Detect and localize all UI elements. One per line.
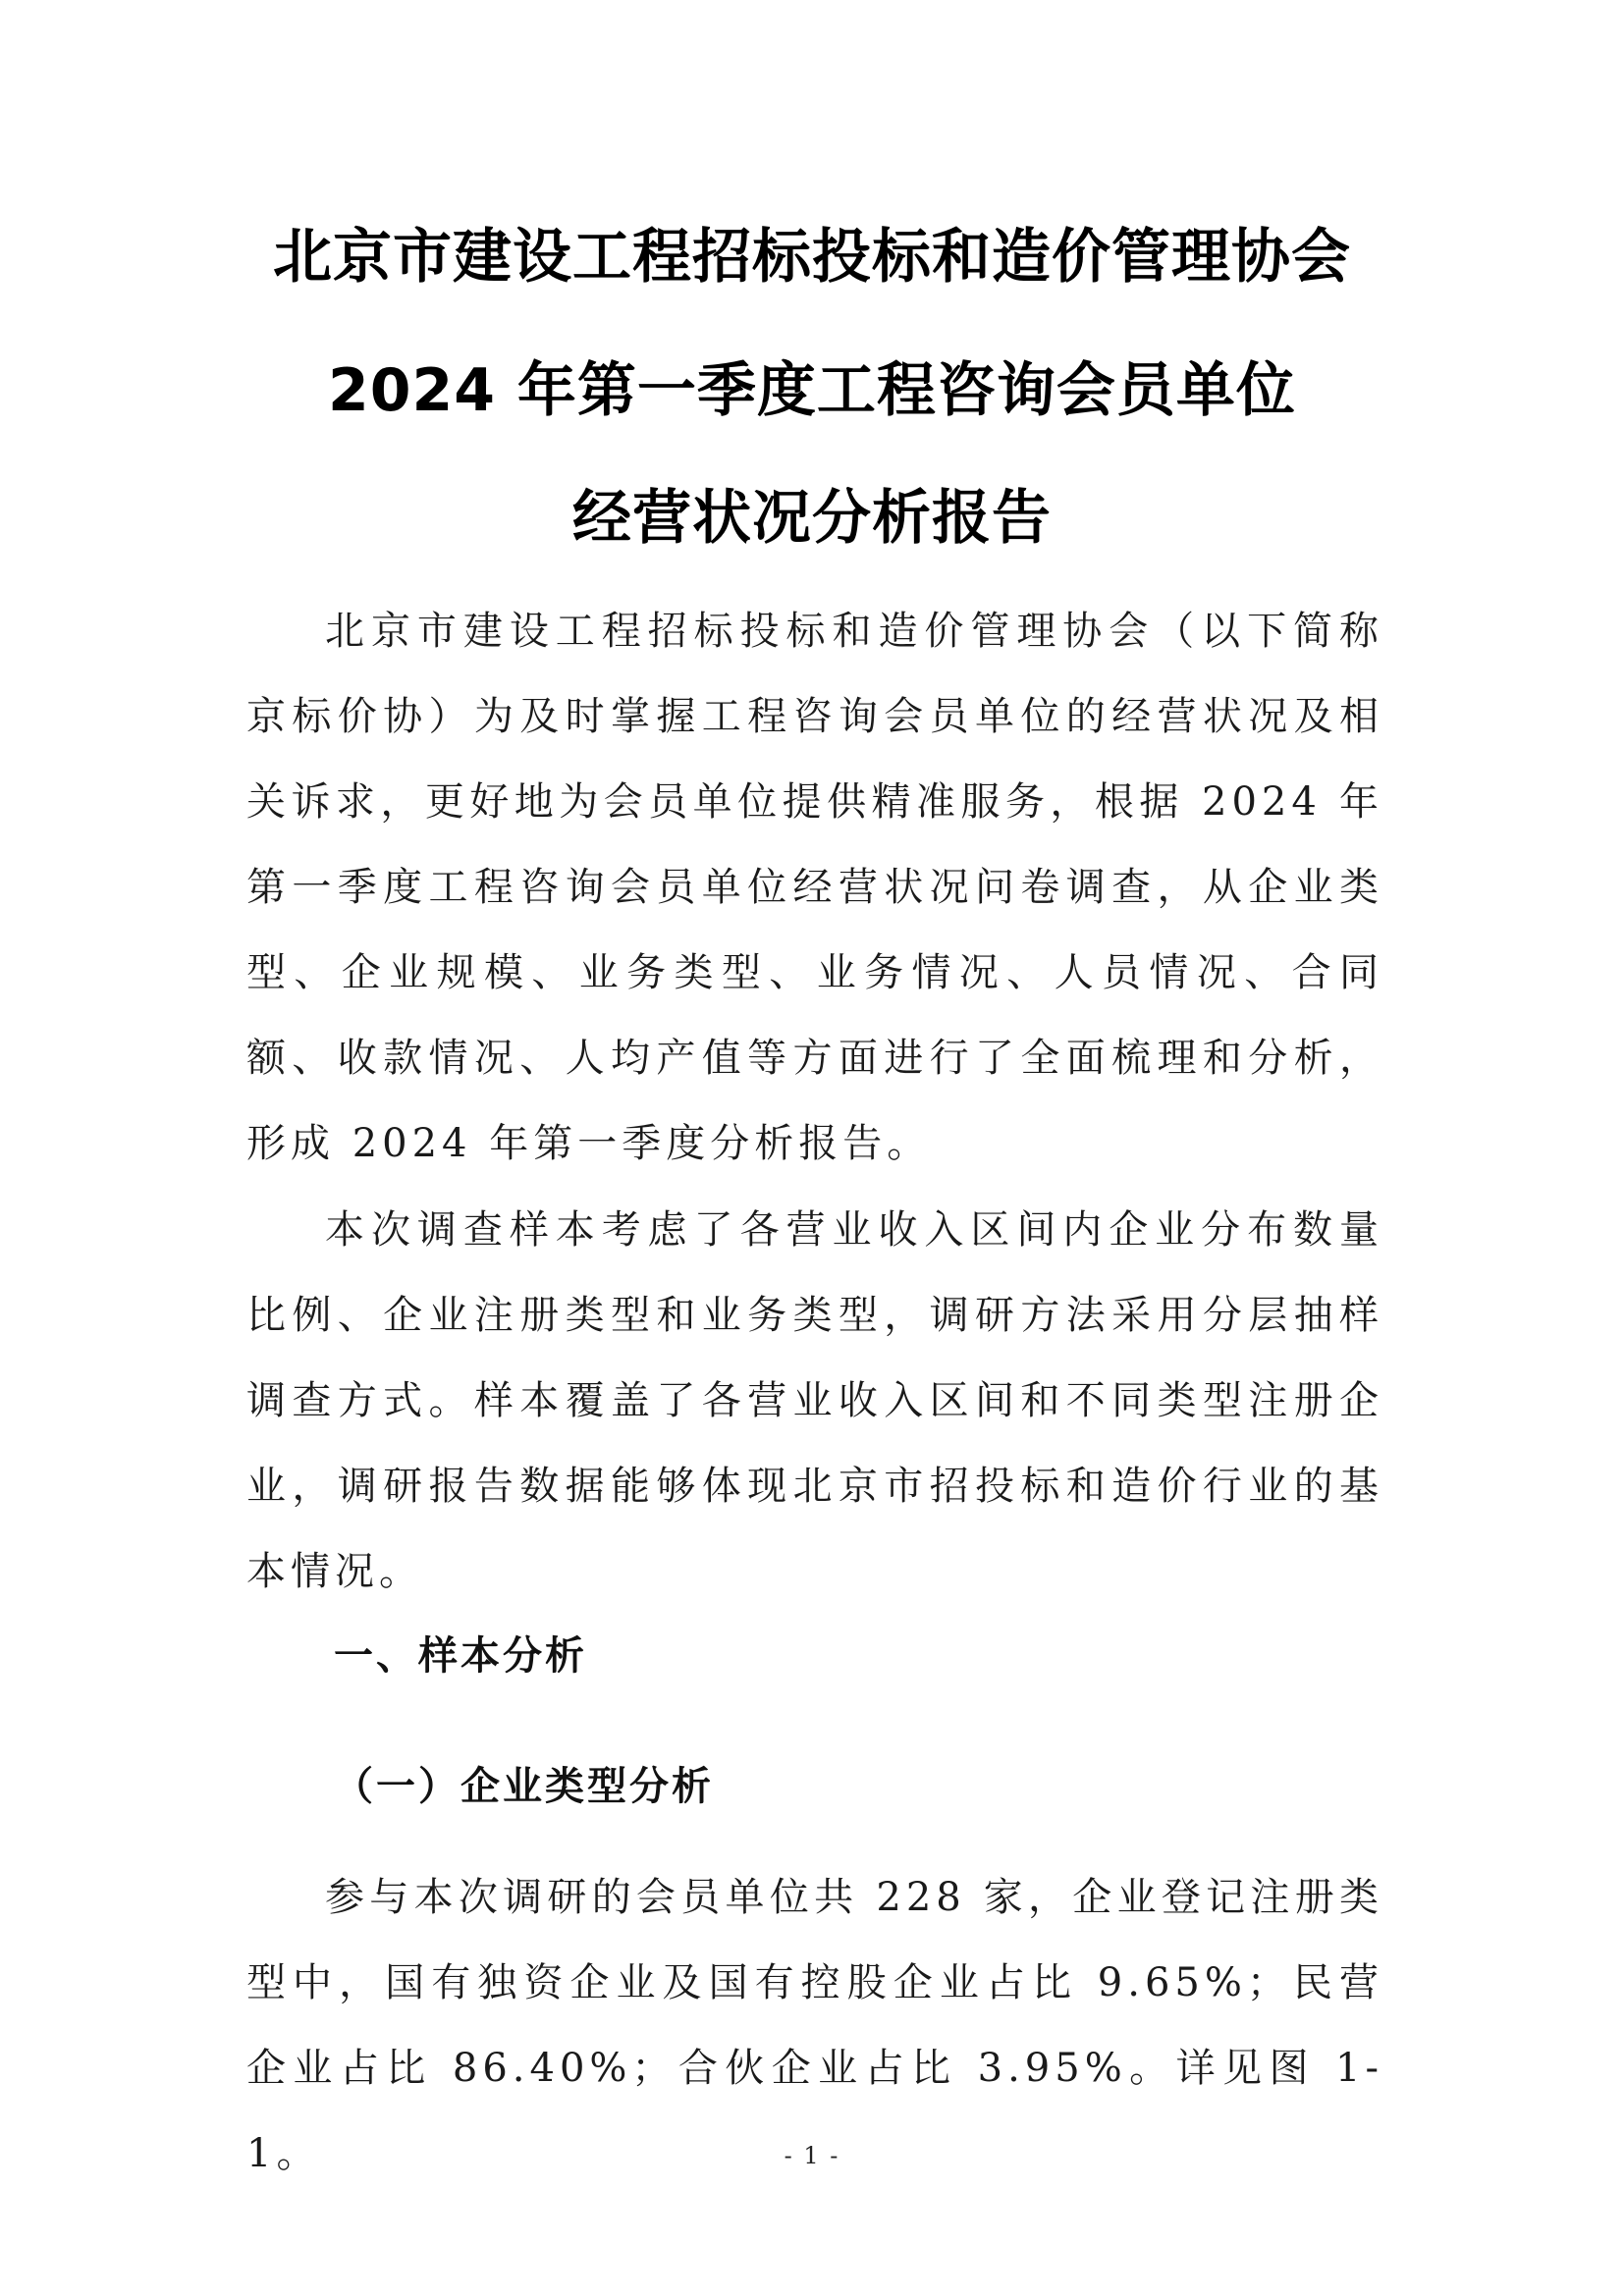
page-number: - 1 - xyxy=(784,2142,840,2169)
paragraph-text: 本次调查样本考虑了各营业收入区间内企业分布数量比例、企业注册类型和业务类型，调研方法采用分层抽样调查方式。样本覆盖了各营业收入区间和不同类型注册企业，调研报告数据能够体现北京市招投标和造价行业的基本情况。 xyxy=(246,1207,1383,1594)
paragraph-text: 北京市建设工程招标投标和造价管理协会（以下简称京标价协）为及时掌握工程咨询会员单位的经营状况及相关诉求，更好地为会员单位提供精准服务，根据 2024 年第一季度工程咨询会员单位经营状况问卷调查，从企业类型、企业规模、业务类型、业务情况、人员情况、合同额、收款情况、人均产值等方面进行了全面梳理和分析，形成 2024 年第一季度分析报告。 xyxy=(246,609,1383,1166)
document-title-line-3: 经营状况分析报告 xyxy=(572,484,1052,553)
subsection-heading: （一）企业类型分析 xyxy=(334,1763,714,1809)
document-title-line-2: 2024 年第一季度工程咨询会员单位 xyxy=(328,356,1296,425)
document-title-line-1: 北京市建设工程招标投标和造价管理协会 xyxy=(273,223,1351,292)
intro-paragraph xyxy=(246,589,1383,1187)
method-paragraph xyxy=(246,1188,1383,1615)
section-heading: 一、样本分析 xyxy=(334,1632,587,1679)
paragraph-text: 参与本次调研的会员单位共 228 家，企业登记注册类型中，国有独资企业及国有控股企业占比 9.65%；民营企业占比 86.40%；合伙企业占比 3.95%。详见图 1-1。 xyxy=(246,1875,1383,2176)
